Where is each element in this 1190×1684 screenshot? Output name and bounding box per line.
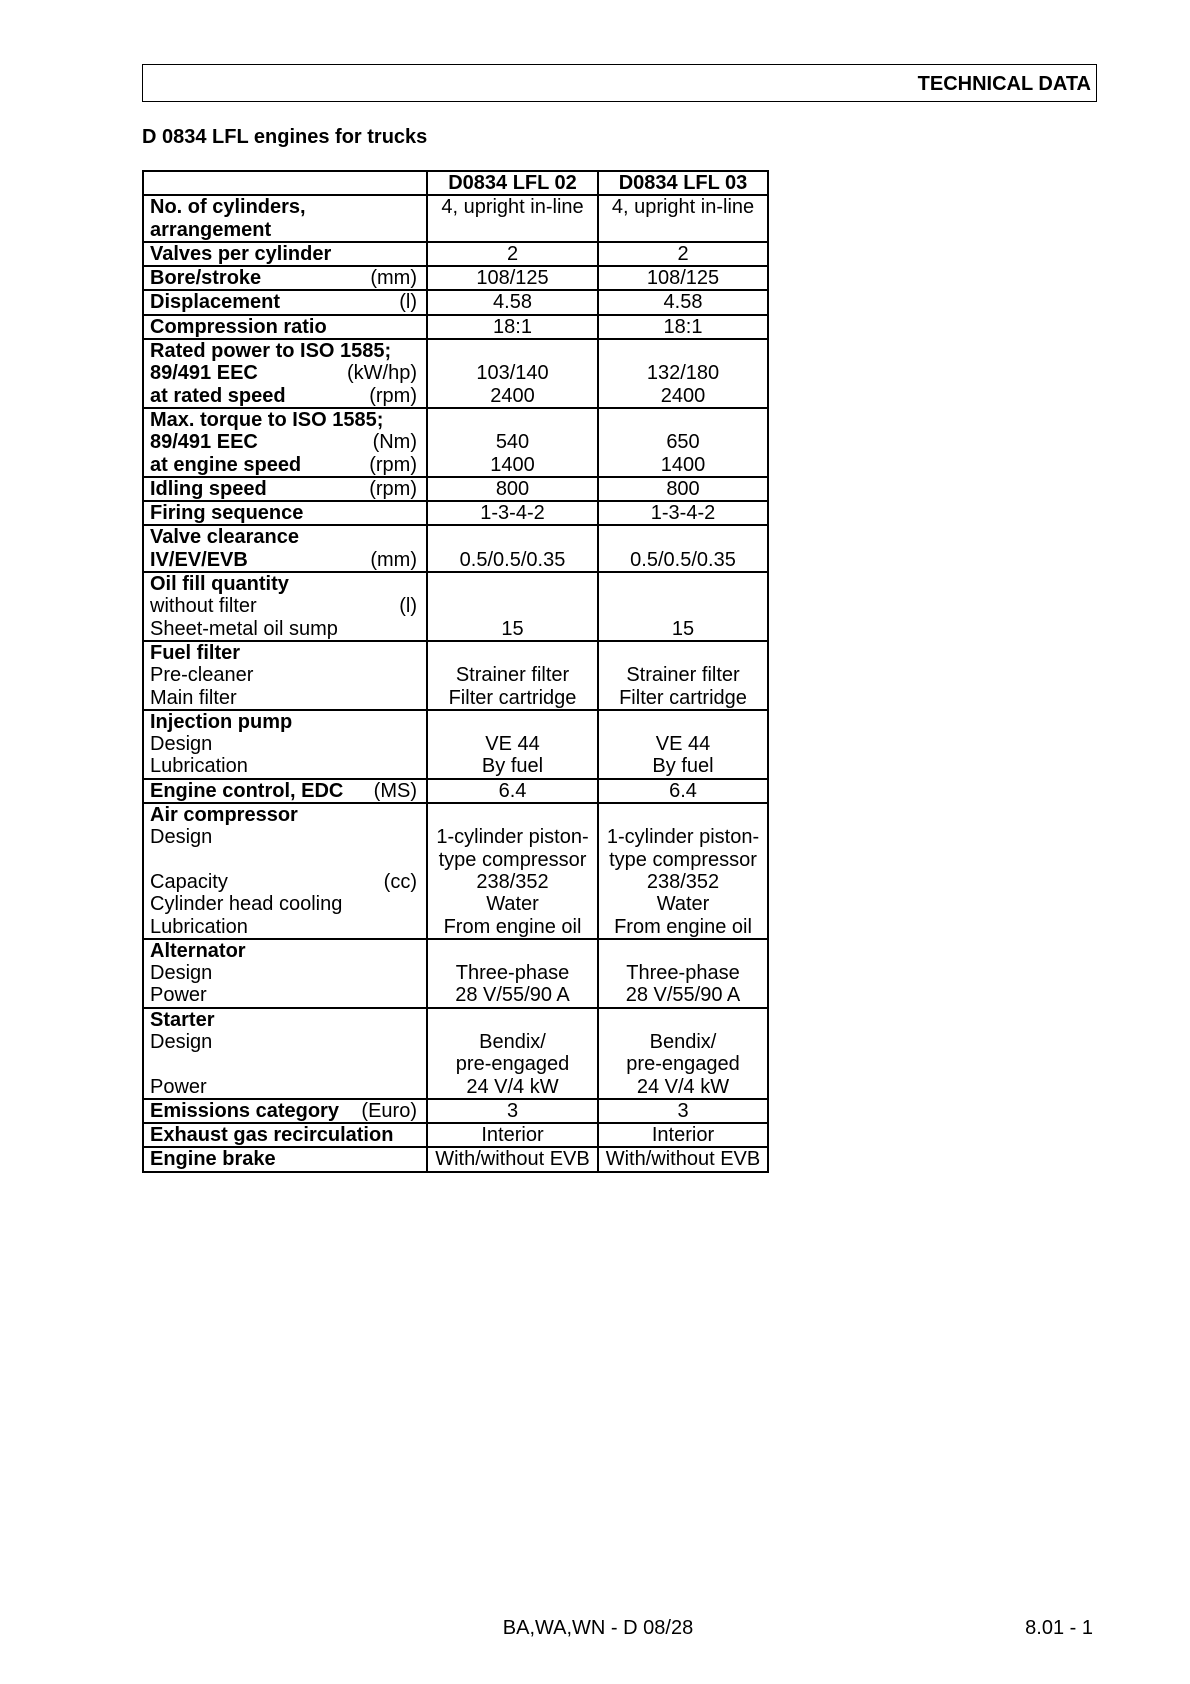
spec-label-line — [144, 826, 426, 848]
spec-value: 3 — [506, 1099, 519, 1122]
spec-label-line — [144, 526, 426, 548]
spec-value: 28 V/55/90 A — [625, 984, 741, 1007]
spec-label: Design — [150, 733, 213, 756]
spec-value-cell-lfl-03 — [598, 779, 768, 803]
spec-value: 0.5/0.5/0.35 — [630, 548, 736, 571]
spec-value: 24 V/4 kW — [466, 1075, 559, 1098]
spec-label: Lubrication — [150, 755, 248, 778]
spec-label-line — [144, 733, 426, 755]
spec-label: Valve clearance — [150, 526, 300, 549]
spec-value-cell-lfl-03 — [598, 803, 768, 939]
spec-value-cell-lfl-02 — [427, 779, 598, 803]
spec-label-line — [144, 984, 426, 1006]
spec-value-cell-lfl-02 — [427, 242, 598, 266]
spec-value-cell-lfl-02 — [427, 641, 598, 710]
spec-value: 18:1 — [663, 315, 703, 338]
spec-label-line — [144, 196, 426, 218]
spec-value-cell-lfl-02 — [427, 477, 598, 501]
spec-label-line — [144, 595, 426, 617]
table-row — [143, 779, 768, 803]
section-title: TECHNICAL DATA — [917, 73, 1091, 95]
spec-value: 108/125 — [646, 267, 720, 290]
table-header-blank-cell — [143, 171, 427, 195]
spec-label-cell — [143, 408, 427, 477]
spec-value: Three-phase — [455, 962, 570, 985]
spec-label-cell — [143, 1123, 427, 1147]
spec-label-line — [144, 687, 426, 709]
spec-label: Fuel filter — [150, 641, 241, 664]
spec-value: 132/180 — [646, 362, 720, 385]
spec-value-cell-lfl-03 — [598, 525, 768, 572]
spec-value-cell-lfl-02 — [427, 525, 598, 572]
spec-label-line — [144, 804, 426, 826]
spec-label-line — [144, 871, 426, 893]
spec-value: Bendix/ — [479, 1030, 546, 1053]
spec-value — [599, 340, 767, 362]
spec-label-cell — [143, 315, 427, 339]
table-row — [143, 1008, 768, 1099]
spec-label-cell — [143, 803, 427, 939]
spec-value: type compressor — [438, 848, 587, 871]
spec-label: Injection pump — [150, 710, 293, 733]
spec-label: No. of cylinders, — [150, 196, 306, 219]
spec-value: 3 — [677, 1099, 689, 1122]
spec-value — [599, 526, 767, 548]
spec-value-cell-lfl-02 — [427, 1099, 598, 1123]
technical-data-table — [142, 170, 769, 1173]
spec-value — [599, 595, 767, 617]
spec-label-cell — [143, 477, 427, 501]
spec-value-cell-lfl-03 — [598, 266, 768, 290]
spec-label-line — [144, 780, 426, 802]
spec-label-line — [144, 1100, 426, 1122]
spec-label-cell — [143, 1099, 427, 1123]
table-row — [143, 572, 768, 641]
table-row — [143, 339, 768, 408]
spec-value-cell-lfl-02 — [427, 290, 598, 314]
spec-value: Filter cartridge — [448, 686, 577, 709]
spec-value: 238/352 — [646, 870, 720, 893]
spec-value: 18:1 — [493, 315, 532, 338]
spec-value: 15 — [671, 617, 695, 640]
table-row — [143, 266, 768, 290]
table-row — [143, 477, 768, 501]
spec-value: 6.4 — [498, 779, 527, 802]
spec-unit: (rpm) — [369, 453, 417, 476]
spec-value — [599, 940, 767, 962]
spec-value — [599, 642, 767, 664]
table-row — [143, 242, 768, 266]
spec-label: Alternator — [150, 939, 246, 962]
table-header-row — [143, 171, 768, 195]
spec-value — [599, 804, 767, 826]
spec-label: Pre-cleaner — [150, 664, 254, 687]
spec-label-cell — [143, 339, 427, 408]
table-body — [143, 195, 768, 1171]
spec-label: 89/491 EEC — [150, 431, 258, 454]
spec-label: Starter — [150, 1008, 215, 1031]
spec-value-cell-lfl-02 — [427, 572, 598, 641]
spec-value-cell-lfl-03 — [598, 195, 768, 242]
spec-label-line — [144, 711, 426, 733]
spec-unit: (mm) — [370, 548, 417, 571]
table-row — [143, 710, 768, 779]
spec-value-cell-lfl-03 — [598, 1123, 768, 1147]
table-row — [143, 1123, 768, 1147]
table-row — [143, 290, 768, 314]
spec-unit: (MS) — [373, 779, 417, 802]
table-row — [143, 641, 768, 710]
spec-unit: (Euro) — [361, 1099, 417, 1122]
spec-value: 2400 — [660, 384, 706, 407]
spec-value: 540 — [495, 431, 530, 454]
spec-label-cell — [143, 501, 427, 525]
spec-value — [428, 711, 597, 733]
spec-value-cell-lfl-03 — [598, 242, 768, 266]
spec-unit: (l) — [399, 291, 417, 314]
spec-value: Bendix/ — [649, 1030, 717, 1053]
spec-value-cell-lfl-03 — [598, 339, 768, 408]
spec-label-line — [144, 409, 426, 431]
spec-value: By fuel — [481, 755, 544, 778]
spec-label: Firing sequence — [150, 502, 304, 525]
spec-label: Engine control, EDC — [150, 779, 344, 802]
table-row — [143, 195, 768, 242]
spec-value: With/without EVB — [605, 1148, 761, 1171]
spec-value-cell-lfl-02 — [427, 408, 598, 477]
spec-unit: (rpm) — [369, 384, 417, 407]
spec-value: 1-cylinder piston- — [606, 826, 760, 849]
spec-value-cell-lfl-02 — [427, 1123, 598, 1147]
spec-label: Idling speed — [150, 477, 267, 500]
spec-label-line — [144, 362, 426, 384]
page-heading: D 0834 LFL engines for trucks — [142, 126, 428, 148]
spec-label-line — [144, 267, 426, 289]
spec-label-line — [144, 385, 426, 407]
spec-value: Water — [656, 893, 710, 916]
spec-value: 4, upright in-line — [441, 196, 584, 219]
spec-value — [428, 642, 597, 664]
spec-label-line — [144, 755, 426, 777]
spec-label-line — [144, 549, 426, 571]
table-row — [143, 525, 768, 572]
spec-label-cell — [143, 242, 427, 266]
spec-value-cell-lfl-03 — [598, 290, 768, 314]
spec-value — [428, 526, 597, 548]
spec-label-line — [144, 340, 426, 362]
spec-label-line — [144, 219, 426, 241]
spec-value — [599, 711, 767, 733]
spec-unit: (kW/hp) — [347, 362, 417, 385]
spec-label-cell — [143, 525, 427, 572]
spec-label: arrangement — [150, 218, 272, 241]
spec-value: 650 — [666, 431, 700, 454]
spec-label-line — [144, 664, 426, 686]
spec-label-line — [144, 1053, 426, 1075]
spec-value-cell-lfl-02 — [427, 1008, 598, 1099]
spec-value: 0.5/0.5/0.35 — [459, 548, 566, 571]
spec-label-cell — [143, 939, 427, 1008]
spec-label-cell — [143, 641, 427, 710]
spec-label-cell — [143, 290, 427, 314]
spec-label-line — [144, 642, 426, 664]
spec-unit: (rpm) — [369, 477, 417, 500]
spec-value-cell-lfl-02 — [427, 939, 598, 1008]
spec-label-line — [144, 1031, 426, 1053]
spec-value-cell-lfl-02 — [427, 195, 598, 242]
spec-unit: (l) — [399, 595, 417, 618]
spec-value-cell-lfl-03 — [598, 939, 768, 1008]
spec-label: Engine brake — [150, 1148, 276, 1171]
spec-label: Lubrication — [150, 915, 248, 938]
table-row — [143, 315, 768, 339]
spec-label: Design — [150, 826, 213, 849]
spec-label: at engine speed — [150, 453, 302, 476]
spec-label-line — [144, 618, 426, 640]
table-row — [143, 408, 768, 477]
spec-label-cell — [143, 710, 427, 779]
footer-page-number: 8.01 - 1 — [1025, 1617, 1093, 1639]
spec-value: 1-cylinder piston- — [436, 826, 589, 849]
spec-label-line — [144, 1124, 426, 1146]
spec-value: type compressor — [609, 848, 757, 871]
spec-label-line — [144, 1076, 426, 1098]
spec-label: Sheet-metal oil sump — [150, 617, 338, 640]
spec-value: pre-engaged — [455, 1053, 570, 1076]
spec-value: VE 44 — [655, 733, 711, 756]
spec-value — [428, 595, 597, 617]
spec-value — [428, 409, 597, 431]
spec-value: 800 — [495, 477, 530, 500]
spec-value-cell-lfl-03 — [598, 315, 768, 339]
spec-value: Interior — [481, 1124, 544, 1147]
spec-value: Strainer filter — [455, 664, 570, 687]
spec-label: Cylinder head cooling — [150, 893, 343, 916]
spec-value — [428, 804, 597, 826]
spec-value — [428, 219, 597, 241]
spec-value-cell-lfl-03 — [598, 641, 768, 710]
spec-label-cell — [143, 1008, 427, 1099]
spec-label-cell — [143, 195, 427, 242]
spec-label: Capacity — [150, 870, 228, 893]
spec-value: 108/125 — [476, 267, 549, 290]
spec-value-cell-lfl-02 — [427, 1147, 598, 1171]
spec-label: Emissions category — [150, 1099, 339, 1122]
spec-value-cell-lfl-03 — [598, 572, 768, 641]
column-header-lfl-03: D0834 LFL 03 — [598, 171, 768, 195]
spec-label: Exhaust gas recirculation — [150, 1124, 394, 1147]
spec-unit: (cc) — [383, 870, 417, 893]
spec-label-line — [144, 1009, 426, 1031]
spec-unit: (Nm) — [372, 431, 417, 454]
spec-value-cell-lfl-03 — [598, 1099, 768, 1123]
spec-label: Air compressor — [150, 804, 298, 827]
spec-label: Valves per cylinder — [150, 242, 332, 265]
spec-value: 800 — [666, 477, 700, 500]
spec-value-cell-lfl-02 — [427, 803, 598, 939]
spec-label-line — [144, 962, 426, 984]
spec-value-cell-lfl-03 — [598, 408, 768, 477]
spec-value: VE 44 — [485, 733, 540, 756]
spec-label-line — [144, 1148, 426, 1170]
spec-value-cell-lfl-03 — [598, 710, 768, 779]
spec-value — [599, 219, 767, 241]
spec-value-cell-lfl-03 — [598, 1147, 768, 1171]
spec-value: Water — [486, 893, 539, 916]
spec-label: 89/491 EEC — [150, 362, 258, 385]
spec-value — [599, 573, 767, 595]
spec-label-cell — [143, 779, 427, 803]
spec-value-cell-lfl-03 — [598, 501, 768, 525]
spec-label: Rated power to ISO 1585; — [150, 340, 392, 363]
spec-value — [428, 1009, 597, 1031]
spec-value: 4, upright in-line — [611, 196, 755, 219]
spec-value — [428, 340, 597, 362]
section-header-box — [142, 64, 1097, 102]
spec-value: 2 — [506, 242, 519, 265]
spec-label-line — [144, 291, 426, 313]
spec-value: Interior — [651, 1124, 715, 1147]
spec-value: From engine oil — [614, 915, 752, 938]
spec-value: 1400 — [660, 453, 706, 476]
spec-label-line — [144, 916, 426, 938]
spec-label: without filter — [150, 595, 257, 618]
spec-value: pre-engaged — [626, 1053, 740, 1076]
spec-value: 4.58 — [663, 291, 703, 314]
spec-value: 2400 — [490, 384, 535, 407]
table-row — [143, 501, 768, 525]
spec-value — [599, 409, 767, 431]
spec-label: Displacement — [150, 291, 281, 314]
spec-label-line — [144, 940, 426, 962]
spec-label-line — [144, 243, 426, 265]
column-header-lfl-02: D0834 LFL 02 — [427, 171, 598, 195]
spec-label-line — [144, 893, 426, 915]
spec-value: 6.4 — [669, 779, 697, 802]
spec-value: Three-phase — [626, 962, 740, 985]
spec-label: Main filter — [150, 686, 237, 709]
table-row — [143, 1099, 768, 1123]
table-row — [143, 803, 768, 939]
spec-value-cell-lfl-02 — [427, 339, 598, 408]
spec-value — [428, 573, 597, 595]
spec-value: 1-3-4-2 — [480, 502, 545, 525]
spec-value: 15 — [501, 617, 524, 640]
spec-label: Power — [150, 984, 207, 1007]
spec-value-cell-lfl-02 — [427, 710, 598, 779]
spec-value: 103/140 — [476, 362, 549, 385]
spec-value: 1400 — [490, 453, 535, 476]
spec-label: Design — [150, 1030, 213, 1053]
spec-value-cell-lfl-02 — [427, 315, 598, 339]
footer-document-reference: BA,WA,WN - D 08/28 — [502, 1617, 694, 1639]
spec-label: Power — [150, 1075, 207, 1098]
spec-unit: (mm) — [370, 267, 417, 290]
spec-label: at rated speed — [150, 384, 286, 407]
spec-value — [428, 940, 597, 962]
spec-label-line — [144, 316, 426, 338]
table-row — [143, 1147, 768, 1171]
spec-label-cell — [143, 572, 427, 641]
spec-value-cell-lfl-03 — [598, 1008, 768, 1099]
spec-value: With/without EVB — [435, 1148, 590, 1171]
spec-label: IV/EV/EVB — [150, 548, 248, 571]
spec-label: Design — [150, 962, 213, 985]
spec-value-cell-lfl-02 — [427, 266, 598, 290]
spec-value: By fuel — [652, 755, 714, 778]
spec-value: 24 V/4 kW — [636, 1075, 730, 1098]
spec-value: From engine oil — [443, 915, 582, 938]
spec-value-cell-lfl-03 — [598, 477, 768, 501]
spec-label-line — [144, 849, 426, 871]
spec-label-line — [144, 454, 426, 476]
spec-label-line — [144, 431, 426, 453]
spec-label: Max. torque to ISO 1585; — [150, 408, 384, 431]
spec-label: Bore/stroke — [150, 267, 262, 290]
spec-value: 28 V/55/90 A — [455, 984, 570, 1007]
spec-value — [599, 1009, 767, 1031]
spec-value: 238/352 — [476, 870, 549, 893]
spec-value: 1-3-4-2 — [650, 502, 716, 525]
spec-value: Strainer filter — [626, 664, 740, 687]
table-row — [143, 939, 768, 1008]
spec-label-line — [144, 573, 426, 595]
spec-value: 2 — [677, 242, 689, 265]
spec-label-cell — [143, 266, 427, 290]
spec-label: Oil fill quantity — [150, 573, 289, 596]
spec-label: Compression ratio — [150, 315, 327, 338]
spec-label-line — [144, 478, 426, 500]
spec-value: 4.58 — [493, 291, 532, 314]
spec-value-cell-lfl-02 — [427, 501, 598, 525]
spec-label-line — [144, 502, 426, 524]
spec-label-cell — [143, 1147, 427, 1171]
spec-value: Filter cartridge — [619, 686, 747, 709]
